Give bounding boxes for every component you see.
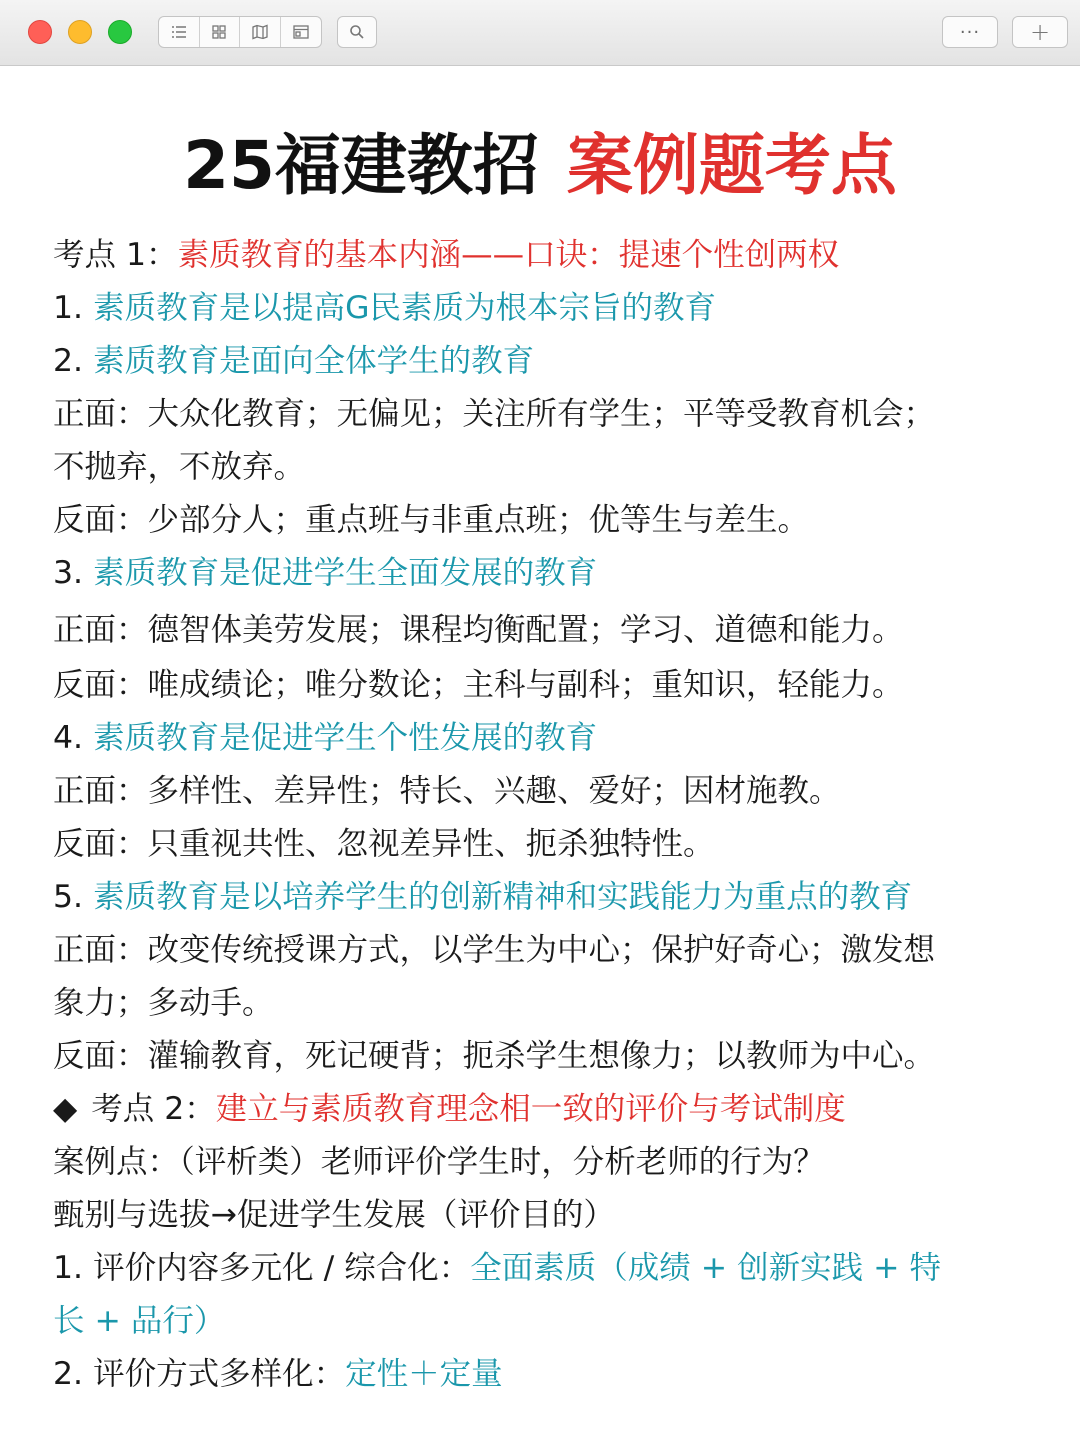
item-3-text: 素质教育是促进学生全面发展的教育 [93, 555, 598, 591]
item-5-positive-line-1: 正面：改变传统授课方式，以学生为中心；保护好奇心；激发想 [53, 932, 936, 968]
item-2-number: 2. [53, 343, 94, 379]
kaodian-1-topic: 素质教育的基本内涵——口诀：提速个性创两权 [177, 237, 840, 273]
case-purpose: 甄别与选拔→促进学生发展（评价目的） [53, 1197, 615, 1233]
item-5-heading [53, 876, 1043, 918]
map-icon [251, 24, 269, 40]
case-point-1-value-continued: 长 + 品行） [53, 1303, 226, 1339]
minimize-window-button[interactable] [68, 20, 92, 44]
item-5-number: 5. [53, 879, 94, 915]
title-prefix: 25福建教招 [183, 127, 539, 204]
more-options-button[interactable]: ··· [942, 16, 998, 48]
case-point-1-value: 全面素质（成绩 + 创新实践 + 特 [470, 1250, 942, 1286]
close-window-button[interactable] [28, 20, 52, 44]
case-point-1-label: 1. 评价内容多元化 / 综合化： [53, 1250, 471, 1286]
item-3-negative: 反面：唯成绩论；唯分数论；主科与副科；重知识，轻能力。 [53, 667, 904, 703]
search-button[interactable] [337, 16, 377, 48]
window-icon [292, 24, 310, 40]
case-point-1 [53, 1247, 1043, 1289]
item-2-negative: 反面：少部分人；重点班与非重点班；优等生与差生。 [53, 502, 810, 538]
item-2-text: 素质教育是面向全体学生的教育 [93, 343, 535, 379]
page-title [0, 112, 1080, 207]
kaodian-2-label: 考点 2： [91, 1091, 216, 1127]
item-5-text: 素质教育是以培养学生的创新精神和实践能力为重点的教育 [93, 879, 913, 915]
diamond-bullet-icon: ◆ [53, 1091, 78, 1127]
item-5-negative: 反面：灌输教育，死记硬背；扼杀学生想像力；以教师为中心。 [53, 1038, 936, 1074]
map-view-button[interactable] [240, 17, 281, 47]
item-3-number: 3. [53, 555, 94, 591]
item-2-positive-line-2: 不抛弃，不放弃。 [53, 449, 306, 485]
item-3-heading [53, 552, 1043, 594]
item-1-number: 1. [53, 290, 94, 326]
list-icon [170, 24, 188, 40]
kaodian-1-heading [53, 234, 1043, 276]
kaodian-2-topic: 建立与素质教育理念相一致的评价与考试制度 [215, 1091, 846, 1127]
case-question: 案例点：（评析类）老师评价学生时，分析老师的行为？ [53, 1144, 825, 1180]
item-4-positive: 正面：多样性、差异性；特长、兴趣、爱好；因材施教。 [53, 773, 841, 809]
zoom-window-button[interactable] [108, 20, 132, 44]
window-toolbar [0, 0, 1080, 66]
case-point-2-label: 2. 评价方式多样化： [53, 1356, 346, 1392]
kaodian-2-heading [53, 1088, 1043, 1130]
item-2-positive-line-1: 正面：大众化教育；无偏见；关注所有学生；平等受教育机会； [53, 396, 936, 432]
item-4-heading [53, 717, 1043, 759]
item-5-positive-line-2: 象力；多动手。 [53, 985, 274, 1021]
case-point-2 [53, 1353, 1043, 1395]
item-1-text: 素质教育是以提高G民素质为根本宗旨的教育 [93, 290, 716, 326]
list-view-button[interactable] [159, 17, 200, 47]
grid-icon [210, 24, 228, 40]
grid-view-button[interactable] [200, 17, 241, 47]
item-4-negative: 反面：只重视共性、忽视差异性、扼杀独特性。 [53, 826, 715, 862]
view-mode-segmented-control [158, 16, 322, 48]
kaodian-1-label: 考点 1： [53, 237, 178, 273]
item-2-heading [53, 340, 1043, 382]
note-document [0, 66, 1080, 1443]
item-4-number: 4. [53, 720, 94, 756]
item-4-text: 素质教育是促进学生个性发展的教育 [93, 720, 598, 756]
search-icon [349, 24, 365, 40]
title-highlight: 案例题考点 [566, 127, 897, 204]
case-point-2-value: 定性＋定量 [345, 1356, 503, 1392]
item-3-positive: 正面：德智体美劳发展；课程均衡配置；学习、道德和能力。 [53, 612, 904, 648]
item-1-heading [53, 287, 1043, 329]
add-button[interactable]: + [1012, 16, 1068, 48]
window-view-button[interactable] [281, 17, 321, 47]
